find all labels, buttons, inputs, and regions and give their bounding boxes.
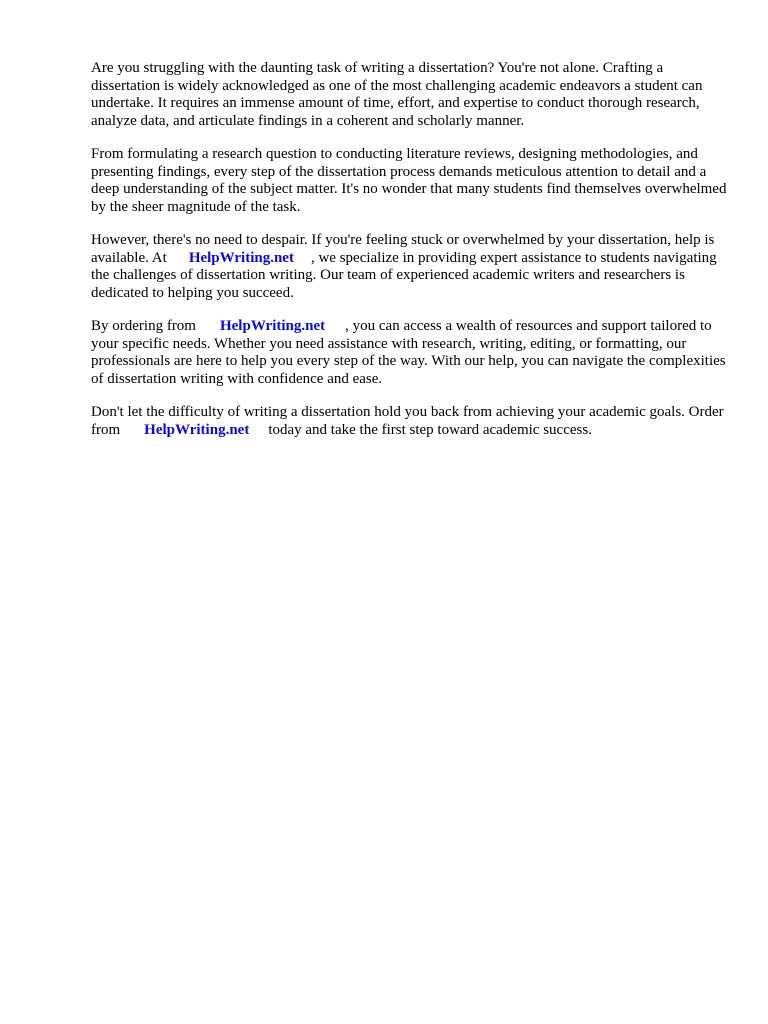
paragraph-ordering: [91, 318, 731, 388]
paragraph-ordering-text-after: , you can access a wealth of resources and support tailored to your specific needs. Whether you need assistance with research, writing, editing, or formatting, our professionals are here to help you every step of the way. With our help, you can navigate the complexities of dissertation writing with confidence and ease.: [91, 318, 726, 387]
paragraph-ordering-text-before: By ordering from: [91, 318, 196, 334]
paragraph-cta: [91, 404, 731, 439]
helpwriting-link-2[interactable]: HelpWriting.net: [219, 318, 326, 334]
paragraph-cta-text-before: Don't let the difficulty of writing a dissertation hold you back from achieving your academic goals. Order from: [91, 404, 724, 438]
paragraph-intro: [91, 60, 731, 130]
helpwriting-link-1[interactable]: HelpWriting.net: [188, 249, 294, 266]
paragraph-process: [91, 146, 731, 216]
paragraph-help-text-after: , we specialize in providing expert assistance to students navigating the challenges of dissertation writing. Our team of experienced academic writers and researchers is dedicated to helping you succeed.: [91, 249, 717, 301]
paragraph-cta-text-after: today and take the first step toward academic success.: [268, 421, 592, 438]
helpwriting-link-3[interactable]: HelpWriting.net: [144, 421, 250, 438]
document-body: [91, 60, 731, 455]
paragraph-intro-text: Are you struggling with the daunting task of writing a dissertation? You're not alone. Crafting a dissertation is widely acknowledged as one of the most challenging academic endeavors a student can undertake. It requires an immense amount of time, effort, and expertise to conduct thorough research, analyze data, and articulate findings in a coherent and scholarly manner.: [91, 60, 703, 129]
paragraph-process-text: From formulating a research question to conducting literature reviews, designing methodologies, and presenting findings, every step of the dissertation process demands meticulous attention to detail and a deep understanding of the subject matter. It's no wonder that many students find themselves overwhelmed by the sheer magnitude of the task.: [91, 146, 727, 215]
paragraph-help: [91, 232, 731, 302]
paragraph-help-text-before: However, there's no need to despair. If you're feeling stuck or overwhelmed by your dissertation, help is available. At: [91, 232, 715, 266]
